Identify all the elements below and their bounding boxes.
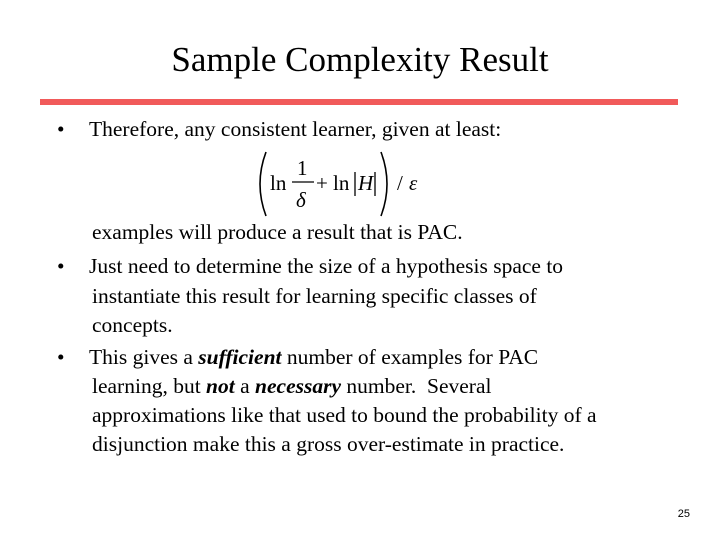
bullet-3-line-3: approximations like that used to bound the probability of a [92, 403, 597, 427]
bullet-3-line-1: This gives a sufficient number of examples for PAC [89, 345, 539, 369]
bullet-1-text: Therefore, any consistent learner, given at least: [89, 117, 502, 141]
bullet-2-marker: • [57, 254, 65, 278]
bullet-2-line-2: instantiate this result for learning specific classes of [92, 284, 537, 308]
bullet-3-line-2: learning, but not a necessary number. Several [92, 374, 492, 398]
formula-numerator: 1 [297, 156, 308, 180]
bullet-1-marker: • [57, 117, 65, 141]
page-number: 25 [677, 508, 690, 520]
emphasis-not: not [206, 374, 235, 398]
bullet-2-line-3: concepts. [92, 313, 173, 337]
formula-divide: / [397, 171, 403, 195]
formula-plus: + [316, 171, 328, 195]
sample-complexity-formula [254, 150, 424, 218]
emphasis-sufficient: sufficient [198, 345, 282, 369]
bullet-3-line-4: disjunction make this a gross over-estimate in practice. [92, 432, 565, 456]
emphasis-necessary: necessary [255, 374, 342, 398]
formula-ln-1: ln [270, 171, 287, 195]
formula-right-paren [381, 152, 387, 216]
bullet-3-marker: • [57, 345, 65, 369]
formula-left-paren [260, 152, 266, 216]
bullet-2-line-1: Just need to determine the size of a hypothesis space to [89, 254, 564, 278]
slide-title: Sample Complexity Result [171, 40, 549, 79]
formula-ln-2: ln [333, 171, 350, 195]
bullet-1-continuation: examples will produce a result that is PAC. [92, 220, 463, 244]
formula-hypothesis-space: H [358, 171, 374, 195]
title-underline [40, 99, 678, 105]
formula-epsilon: ε [409, 171, 418, 195]
formula-denominator: δ [296, 188, 306, 212]
